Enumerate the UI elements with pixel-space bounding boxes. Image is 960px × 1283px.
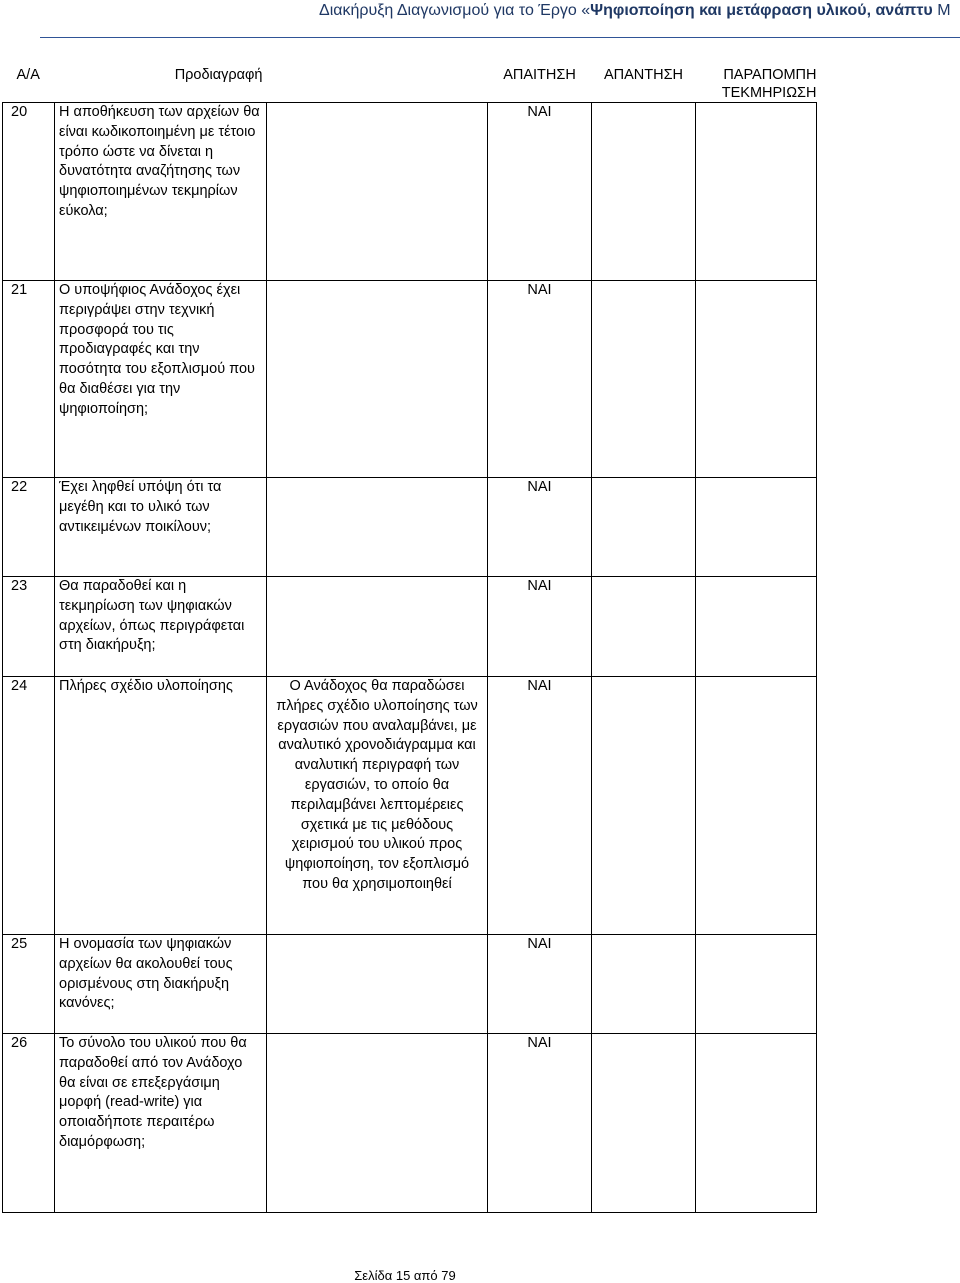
row-number: 20	[3, 103, 55, 281]
row-number: 26	[3, 1034, 55, 1213]
page-number: Σελίδα 15 από 79	[354, 1268, 456, 1283]
table-row	[3, 478, 817, 577]
row-description: Πλήρες σχέδιο υλοποίησης	[55, 677, 267, 935]
row-number: 22	[3, 478, 55, 577]
row-description: Το σύνολο του υλικού που θα παραδοθεί από τον Ανάδοχο θα είναι σε επεξεργάσιμη μορφή (read-write) για οποιαδήποτε περαιτέρω διαμόρφωση;	[55, 1034, 267, 1213]
row-specification: Ο Ανάδοχος θα παραδώσει πλήρες σχέδιο υλοποίησης των εργασιών που αναλαμβάνει, με αναλυτικό χρονοδιάγραμμα και αναλυτική περιγραφή των εργασιών, το οποίο θα περιλαμβάνει λεπτομέρειες σχετικά με τις μεθόδους χειρισμού του υλικού προς ψηφιοποίηση, τον εξοπλισμό που θα χρησιμοποιηθεί	[267, 677, 488, 935]
row-specification	[267, 103, 488, 281]
column-header-spec: Προδιαγραφή	[55, 66, 267, 103]
row-description: Η αποθήκευση των αρχείων θα είναι κωδικοποιημένη με τέτοιο τρόπο ώστε να δίνεται η δυνατότητα αναζήτησης των ψηφιοποιημένων τεκμηρίων εύκολα;	[55, 103, 267, 281]
row-requirement: ΝΑΙ	[488, 577, 592, 677]
document-header	[0, 0, 960, 40]
row-number: 25	[3, 935, 55, 1034]
row-requirement: ΝΑΙ	[488, 1034, 592, 1213]
row-answer-cell	[592, 677, 696, 935]
table-row	[3, 103, 817, 281]
row-reference-cell	[696, 281, 817, 478]
row-description: Θα παραδοθεί και η τεκμηρίωση των ψηφιακών αρχείων, όπως περιγράφεται στη διακήρυξη;	[55, 577, 267, 677]
table-row	[3, 677, 817, 935]
table-row	[3, 935, 817, 1034]
column-header-reference: ΠΑΡΑΠΟΜΠΗ ΤΕΚΜΗΡΙΩΣΗ	[696, 66, 817, 103]
column-header-num: Α/Α	[3, 66, 55, 103]
document-header-title	[319, 2, 951, 20]
table-row	[3, 1034, 817, 1213]
row-number: 24	[3, 677, 55, 935]
row-description: Έχει ληφθεί υπόψη ότι τα μεγέθη και το υλικό των αντικειμένων ποικίλουν;	[55, 478, 267, 577]
row-answer-cell	[592, 577, 696, 677]
column-header-answer: ΑΠΑΝΤΗΣΗ	[592, 66, 696, 103]
row-reference-cell	[696, 478, 817, 577]
row-requirement: ΝΑΙ	[488, 281, 592, 478]
header-prefix: Διακήρυξη Διαγωνισμού για το Έργο «	[319, 2, 591, 19]
row-reference-cell	[696, 935, 817, 1034]
row-requirement: ΝΑΙ	[488, 935, 592, 1034]
header-bold-title: Ψηφιοποίηση και μετάφραση υλικού, ανάπτυ	[590, 2, 933, 19]
row-description: Η ονομασία των ψηφιακών αρχείων θα ακολουθεί τους ορισμένους στη διακήρυξη κανόνες;	[55, 935, 267, 1034]
row-answer-cell	[592, 935, 696, 1034]
row-specification	[267, 577, 488, 677]
table-row	[3, 577, 817, 677]
table-row	[3, 281, 817, 478]
row-reference-cell	[696, 103, 817, 281]
row-description: Ο υποψήφιος Ανάδοχος έχει περιγράψει στην τεχνική προσφορά του τις προδιαγραφές και την ποσότητα του εξοπλισμού που θα διαθέσει για την ψηφιοποίηση;	[55, 281, 267, 478]
row-requirement: ΝΑΙ	[488, 677, 592, 935]
row-number: 21	[3, 281, 55, 478]
row-specification	[267, 1034, 488, 1213]
row-reference-cell	[696, 577, 817, 677]
column-header-requirement: ΑΠΑΙΤΗΣΗ	[488, 66, 592, 103]
column-header-spec-blank	[267, 66, 488, 103]
row-answer-cell	[592, 478, 696, 577]
row-reference-cell	[696, 677, 817, 935]
header-rule	[40, 37, 960, 38]
header-trail: Μ	[932, 2, 951, 19]
row-number: 23	[3, 577, 55, 677]
row-reference-cell	[696, 1034, 817, 1213]
table-header-row	[3, 66, 817, 103]
table-body	[3, 103, 817, 1213]
row-answer-cell	[592, 1034, 696, 1213]
row-specification	[267, 478, 488, 577]
row-requirement: ΝΑΙ	[488, 103, 592, 281]
row-answer-cell	[592, 103, 696, 281]
row-specification	[267, 935, 488, 1034]
row-answer-cell	[592, 281, 696, 478]
specification-table	[2, 66, 817, 1213]
row-requirement: ΝΑΙ	[488, 478, 592, 577]
row-specification	[267, 281, 488, 478]
